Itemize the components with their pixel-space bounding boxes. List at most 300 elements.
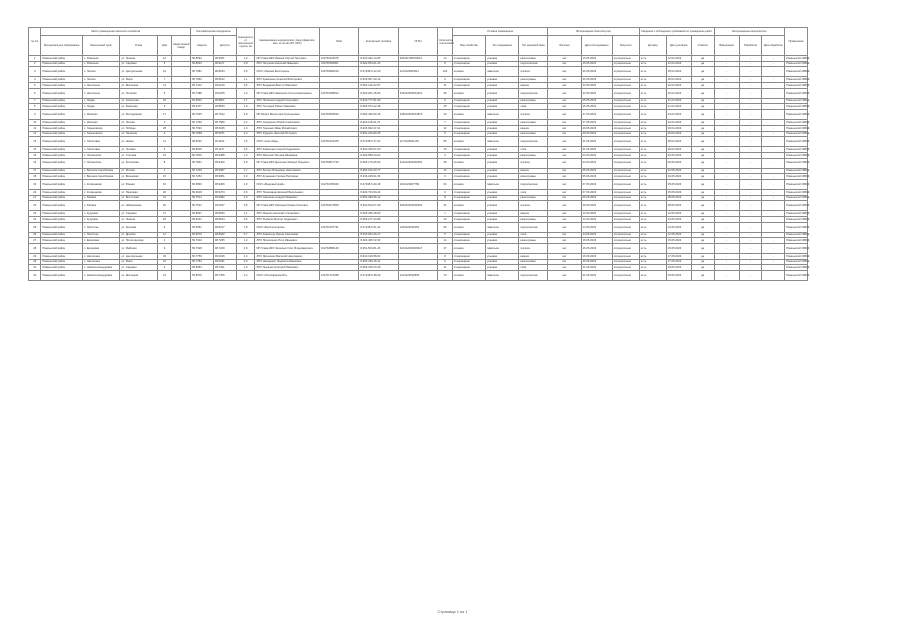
cell-c3: гречиха: [519, 158, 548, 168]
cell-note: Ровеньской СББЖ: [786, 196, 810, 200]
cell-lon: 39.0682: [213, 195, 236, 201]
cell-c3: разнотравье: [519, 259, 548, 265]
header-group: Ветеринарные мероприятия: [714, 28, 785, 36]
cell-house: 27: [157, 211, 172, 217]
cell-m1: -: [714, 88, 739, 98]
cell-d3: да: [691, 232, 714, 238]
cell-street: ул. Дружбы: [120, 232, 157, 238]
cell-tel: 8-910-322-14-55: [359, 56, 398, 62]
cell-d3: да: [691, 168, 714, 174]
cell-c2: ульевая: [486, 254, 519, 260]
cell-c2: павильон: [486, 244, 519, 254]
cell-np: с. Нагольное: [83, 83, 120, 89]
cell-m2: -: [739, 125, 762, 131]
cell-tel: 8-920-589-14-02: [359, 152, 398, 158]
cell-c2: ульевая: [486, 158, 519, 168]
cell-m3: -: [762, 211, 785, 217]
cell-m2: -: [739, 211, 762, 217]
cell-note: Ровеньской СББЖ: [786, 260, 810, 264]
cell-cnt: 47: [438, 244, 453, 254]
cell-m1: -: [714, 259, 739, 265]
cell-d1: есть: [639, 254, 666, 260]
cell-m1: -: [714, 104, 739, 110]
cell-house: 12: [157, 232, 172, 238]
cell-cnt: 13: [438, 168, 453, 174]
cell-n: 17: [29, 168, 41, 174]
cell-np: с. Ржевка: [83, 201, 120, 211]
cell-c2: ульевая: [486, 265, 519, 271]
cell-dist: 0,3: [236, 174, 255, 180]
cell-v2: 15.05.2023: [581, 56, 612, 62]
cell-v1: нет: [548, 232, 581, 238]
cell-c2: ульевая: [486, 174, 519, 180]
cell-street: ул. Садовая: [120, 211, 157, 217]
cell-v3: отрицательно: [612, 131, 639, 137]
cell-note: Ровеньской СББЖ: [786, 153, 810, 157]
cell-lon: 39.0647: [213, 201, 236, 211]
cell-m1: -: [714, 110, 739, 120]
cell-d1: есть: [639, 222, 666, 232]
cell-n: 20: [29, 189, 41, 195]
cell-lat: 50.7668: [191, 131, 214, 137]
cell-v2: 21.06.2023: [581, 265, 612, 271]
cell-dist: 0,9: [236, 110, 255, 120]
cell-lon: 38.9373: [213, 189, 236, 195]
cell-c3: подсолнечник: [519, 137, 548, 147]
cell-d2: 21.04.2023: [666, 98, 691, 104]
cell-dist: 0,7: [236, 98, 255, 104]
cell-d3: да: [691, 125, 714, 131]
cell-np: с. Ровеньки: [83, 56, 120, 62]
cell-note: Ровеньской СББЖ: [786, 254, 810, 258]
cell-v3: отрицательно: [612, 201, 639, 211]
cell-v3: отрицательно: [612, 179, 639, 189]
cell-np: с. Лозное: [83, 77, 120, 83]
cell-tel: 8-910-812-07-39: [359, 201, 398, 211]
cell-m1: -: [714, 179, 739, 189]
cell-np: с. Пристень: [83, 222, 120, 232]
cell-mo: Ровеньский район: [41, 201, 83, 211]
cell-dist: 0,9: [236, 244, 255, 254]
cell-c1: стационарно: [452, 61, 485, 67]
cell-d1: есть: [639, 195, 666, 201]
cell-v3: отрицательно: [612, 211, 639, 217]
column-header: Тип кормовой базы: [519, 36, 548, 56]
cell-v3: отрицательно: [612, 244, 639, 254]
cell-lon: 39.0291: [213, 259, 236, 265]
cell-m1: -: [714, 222, 739, 232]
cell-c2: ульевая: [486, 98, 519, 104]
cell-np: с. Кукуевка: [83, 211, 120, 217]
cell-v1: нет: [548, 201, 581, 211]
cell-c1: стационарно: [452, 98, 485, 104]
cell-cnt: 11: [438, 83, 453, 89]
cell-v2: 25.05.2023: [581, 98, 612, 104]
cell-house: 1: [157, 168, 172, 174]
cell-c3: липа: [519, 189, 548, 195]
cell-n: 14: [29, 147, 41, 153]
cell-v2: 01.06.2023: [581, 137, 612, 147]
cell-dist: 2,4: [236, 254, 255, 260]
cell-cnt: 8: [438, 254, 453, 260]
cell-m1: -: [714, 131, 739, 137]
cell-c2: павильон: [486, 179, 519, 189]
cell-v1: нет: [548, 244, 581, 254]
cell-house: 19: [157, 152, 172, 158]
cell-tel: 8-952-277-34-88: [359, 217, 398, 223]
cell-d3: да: [691, 88, 714, 98]
cell-n: 10: [29, 120, 41, 126]
cell-m1: -: [714, 98, 739, 104]
cell-m2: -: [739, 259, 762, 265]
cell-n: 3: [29, 67, 41, 77]
table-row: [29, 158, 879, 168]
cell-d3: да: [691, 158, 714, 168]
cell-m2: -: [739, 137, 762, 147]
cell-m1: -: [714, 265, 739, 271]
cell-c2: ульевая: [486, 147, 519, 153]
cell-kad: [172, 158, 191, 168]
cell-street: ул. Центральная: [120, 254, 157, 260]
cell-v3: отрицательно: [612, 67, 639, 77]
cell-m3: -: [762, 147, 785, 153]
cell-v2: 14.06.2023: [581, 222, 612, 232]
cell-v3: отрицательно: [612, 259, 639, 265]
cell-ogrn: 304311708700012: [398, 56, 437, 62]
cell-v3: отрицательно: [612, 110, 639, 120]
cell-d3: да: [691, 238, 714, 244]
cell-dist: 0,4: [236, 131, 255, 137]
cell-street: ул. Вишневая: [120, 174, 157, 180]
cell-house: 4: [157, 238, 172, 244]
cell-v1: нет: [548, 271, 581, 281]
cell-m1: -: [714, 56, 739, 62]
cell-mo: Ровеньский район: [41, 265, 83, 271]
header-group: ОГРН: [398, 28, 437, 56]
cell-cnt: 4: [438, 152, 453, 158]
cell-street: ул. Ленина: [120, 56, 157, 62]
cell-c1: стационарно: [452, 189, 485, 195]
cell-lat: 50.7229: [191, 168, 214, 174]
cell-c1: кочевое: [452, 67, 485, 77]
cell-tel: 8-920-406-72-53: [359, 238, 398, 244]
cell-lat: 50.7784: [191, 259, 214, 265]
cell-mo: Ровеньский район: [41, 238, 83, 244]
cell-d2: 15.05.2023: [666, 238, 691, 244]
cell-v3: отрицательно: [612, 152, 639, 158]
cell-house: 2: [157, 265, 172, 271]
cell-house: 24: [157, 271, 172, 281]
cell-mo: Ровеньский район: [41, 222, 83, 232]
cell-name: ЛПХ Сидоренко Юрий Алексеевич: [255, 120, 319, 126]
cell-street: ул. Новая: [120, 137, 157, 147]
cell-np: с. Еремовка: [83, 244, 120, 254]
cell-d1: есть: [639, 271, 666, 281]
cell-d2: 08.05.2023: [666, 195, 691, 201]
cell-c2: ульевая: [486, 211, 519, 217]
cell-m1: -: [714, 217, 739, 223]
cell-d2: 12.05.2023: [666, 222, 691, 232]
cell-d2: 05.05.2023: [666, 179, 691, 189]
cell-n: 31: [29, 265, 41, 271]
cell-v2: 09.06.2023: [581, 201, 612, 211]
cell-v3: отрицательно: [612, 217, 639, 223]
cell-v2: 29.05.2023: [581, 131, 612, 137]
cell-v2: 07.06.2023: [581, 189, 612, 195]
cell-v1: нет: [548, 179, 581, 189]
cell-street: ул. Школьная: [120, 83, 157, 89]
page-footer: Страница 1 из 1: [437, 609, 468, 614]
cell-dist: 1,4: [236, 88, 255, 98]
cell-m2: -: [739, 83, 762, 89]
cell-cnt: 85: [438, 137, 453, 147]
cell-name: ООО «Белпчелопром»: [255, 222, 319, 232]
cell-m2: -: [739, 195, 762, 201]
cell-mo: Ровеньский район: [41, 88, 83, 98]
cell-np: с. Харьковское: [83, 131, 120, 137]
cell-house: 33: [157, 254, 172, 260]
cell-cnt: 10: [438, 147, 453, 153]
cell-house: 9: [157, 104, 172, 110]
cell-tel: 8-905-782-46-31: [359, 259, 398, 265]
cell-dist: 1,2: [236, 56, 255, 62]
cell-cnt: 7: [438, 120, 453, 126]
cell-c1: кочевое: [452, 244, 485, 254]
cell-lon: 38.8624: [213, 217, 236, 223]
cell-v2: 16.06.2023: [581, 244, 612, 254]
cell-lat: 50.8624: [191, 61, 214, 67]
cell-v1: нет: [548, 88, 581, 98]
cell-d3: да: [691, 137, 714, 147]
cell-d1: есть: [639, 110, 666, 120]
cell-note: Ровеньской СББЖ: [786, 83, 810, 87]
cell-m3: -: [762, 174, 785, 180]
header-group: Удаленность от населенного пункта, км: [236, 28, 255, 56]
cell-name: ЛПХ Ковальчук Ирина Сергеевна: [255, 232, 319, 238]
cell-d1: есть: [639, 174, 666, 180]
cell-np: с. Наголенка: [83, 259, 120, 265]
cell-lon: 39.0326: [213, 254, 236, 260]
cell-lon: 38.9406: [213, 179, 236, 189]
cell-dist: 1,6: [236, 137, 255, 147]
column-header: Вакцинация: [714, 36, 739, 56]
cell-tel: 8-47238-5-48-29: [359, 271, 398, 281]
cell-d2: 02.05.2023: [666, 152, 691, 158]
column-header: Кадастровый номер: [172, 36, 191, 56]
cell-v2: 27.05.2023: [581, 110, 612, 120]
cell-ogrn: 1193123007789: [398, 179, 437, 189]
cell-c1: кочевое: [452, 201, 485, 211]
cell-v3: отрицательно: [612, 98, 639, 104]
cell-d3: да: [691, 179, 714, 189]
cell-c1: стационарно: [452, 131, 485, 137]
table-row: [29, 222, 879, 232]
cell-v1: нет: [548, 104, 581, 110]
cell-lat: 50.6477: [191, 104, 214, 110]
cell-c3: разнотравье: [519, 195, 548, 201]
cell-note: Ровеньской СББЖ: [785, 67, 808, 77]
cell-name: ЛПХ Кравченко Алексей Викторович: [255, 77, 319, 83]
cell-v1: нет: [548, 152, 581, 158]
cell-c3: липа: [519, 232, 548, 238]
header-group: Количество пчелосемей: [438, 28, 453, 56]
cell-m1: -: [714, 152, 739, 158]
table-row: [29, 67, 879, 77]
cell-cnt: 120: [438, 67, 453, 77]
cell-m2: -: [739, 179, 762, 189]
cell-d1: есть: [639, 217, 666, 223]
cell-note: Ровеньской СББЖ: [786, 169, 810, 173]
cell-cnt: 10: [438, 217, 453, 223]
cell-tel: 8-915-902-37-61: [359, 125, 398, 131]
cell-m1: -: [714, 125, 739, 131]
cell-m3: -: [762, 56, 785, 62]
table-row: [29, 244, 879, 254]
cell-cnt: 6: [438, 259, 453, 265]
cell-name: ИП Глава КФХ Иванов Сергей Петрович: [255, 56, 319, 62]
cell-tel: 8-910-777-81-09: [359, 98, 398, 104]
cell-cnt: 12: [438, 125, 453, 131]
cell-street: ул. Восточная: [120, 195, 157, 201]
header-group: Контактный телефон: [359, 28, 398, 56]
cell-house: 18: [157, 217, 172, 223]
cell-c2: ульевая: [486, 61, 519, 67]
cell-mo: Ровеньский район: [41, 104, 83, 110]
cell-d1: есть: [639, 232, 666, 238]
cell-tel: 8-915-248-91-56: [359, 174, 398, 180]
cell-mo: Ровеньский район: [41, 152, 83, 158]
cell-c3: подсолнечник: [519, 271, 548, 281]
cell-d2: 15.05.2023: [666, 244, 691, 254]
cell-m3: -: [762, 137, 785, 147]
cell-tel: 8-951-226-80-35: [359, 131, 398, 137]
cell-cnt: 6: [438, 174, 453, 180]
cell-lat: 50.7953: [191, 77, 214, 83]
cell-m2: -: [739, 158, 762, 168]
cell-v1: нет: [548, 238, 581, 244]
cell-np: с. Кукуевка: [83, 217, 120, 223]
cell-m1: -: [714, 195, 739, 201]
cell-c3: акация: [519, 211, 548, 217]
cell-m2: -: [739, 67, 762, 77]
cell-v3: отрицательно: [612, 189, 639, 195]
cell-dist: 1,7: [236, 168, 255, 174]
cell-c2: павильон: [486, 222, 519, 232]
cell-street: ул. Центральная: [120, 67, 157, 77]
cell-street: ул. Полевая: [120, 88, 157, 98]
cell-d1: есть: [639, 201, 666, 211]
cell-v2: 16.06.2023: [581, 238, 612, 244]
cell-lat: 50.7841: [191, 158, 214, 168]
cell-kad: [172, 271, 191, 281]
cell-cnt: 6: [438, 77, 453, 83]
cell-c3: подсолнечник: [519, 61, 548, 67]
cell-lon: 38.8659: [213, 211, 236, 217]
cell-name: ЛПХ Лысенко Григорий Павлович: [255, 265, 319, 271]
cell-c1: стационарно: [452, 265, 485, 271]
cell-m1: -: [714, 271, 739, 281]
cell-c3: разнотравье: [519, 217, 548, 223]
cell-v1: нет: [548, 211, 581, 217]
cell-street: ул. Майская: [120, 244, 157, 254]
cell-mo: Ровеньский район: [41, 131, 83, 137]
cell-d3: да: [691, 189, 714, 195]
cell-mo: Ровеньский район: [41, 61, 83, 67]
cell-mo: Ровеньский район: [41, 110, 83, 120]
cell-d3: да: [691, 56, 714, 62]
cell-lat: 50.7759: [191, 254, 214, 260]
cell-v1: нет: [548, 147, 581, 153]
cell-c1: кочевое: [452, 88, 485, 98]
cell-dist: 0,6: [236, 147, 255, 153]
cell-n: 25: [29, 222, 41, 232]
cell-c2: ульевая: [486, 195, 519, 201]
cell-c2: ульевая: [486, 104, 519, 110]
cell-m2: -: [739, 131, 762, 137]
table-row: [29, 137, 879, 147]
cell-m3: -: [762, 238, 785, 244]
cell-np: с. Лознянское: [83, 158, 120, 168]
cell-kad: [172, 137, 191, 147]
cell-dist: 1,3: [236, 152, 255, 158]
cell-c1: кочевое: [452, 158, 485, 168]
cell-tel: 8-47238-5-61-44: [359, 222, 398, 232]
cell-m2: -: [739, 61, 762, 67]
cell-d2: 12.05.2023: [666, 232, 691, 238]
cell-inn: 311700124578: [319, 56, 358, 62]
cell-c2: ульевая: [486, 88, 519, 98]
cell-note: Ровеньской СББЖ: [785, 222, 808, 232]
cell-cnt: 7: [438, 211, 453, 217]
cell-v1: нет: [548, 61, 581, 67]
cell-m1: -: [714, 158, 739, 168]
cell-name: ИП Глава КФХ Левченко Роман Олегович: [255, 201, 319, 211]
cell-tel: 8-47238-5-77-02: [359, 137, 398, 147]
cell-dist: 1,0: [236, 125, 255, 131]
cell-lon: 38.9117: [213, 61, 236, 67]
cell-d1: есть: [639, 120, 666, 126]
cell-m2: -: [739, 56, 762, 62]
column-header: Улица: [120, 36, 157, 56]
cell-m1: -: [714, 137, 739, 147]
column-header: Муниципальное образование: [41, 36, 83, 56]
cell-tel: 8-952-610-43-77: [359, 168, 398, 174]
cell-lon: 38.7265: [213, 238, 236, 244]
cell-m3: -: [762, 265, 785, 271]
cell-n: 12: [29, 131, 41, 137]
cell-d1: есть: [639, 265, 666, 271]
cell-d1: есть: [639, 238, 666, 244]
cell-note: Ровеньской СББЖ: [786, 105, 810, 109]
cell-c3: разнотравье: [519, 238, 548, 244]
cell-m2: -: [739, 238, 762, 244]
cell-m3: -: [762, 131, 785, 137]
cell-street: ул. Степная: [120, 152, 157, 158]
cell-v2: 21.06.2023: [581, 271, 612, 281]
cell-house: 16: [157, 259, 172, 265]
cell-mo: Ровеньский район: [41, 179, 83, 189]
cell-name: ИП Мороз Валентина Григорьевна: [255, 110, 319, 120]
cell-d1: есть: [639, 152, 666, 158]
cell-v1: нет: [548, 217, 581, 223]
cell-house: 7: [157, 77, 172, 83]
cell-note: Ровеньской СББЖ: [786, 126, 810, 130]
cell-street: ул. Луговая: [120, 147, 157, 153]
cell-v2: 12.06.2023: [581, 211, 612, 217]
header-group: ИНН: [319, 28, 358, 56]
cell-lon: 39.1104: [213, 137, 236, 147]
cell-v2: 29.05.2023: [581, 125, 612, 131]
